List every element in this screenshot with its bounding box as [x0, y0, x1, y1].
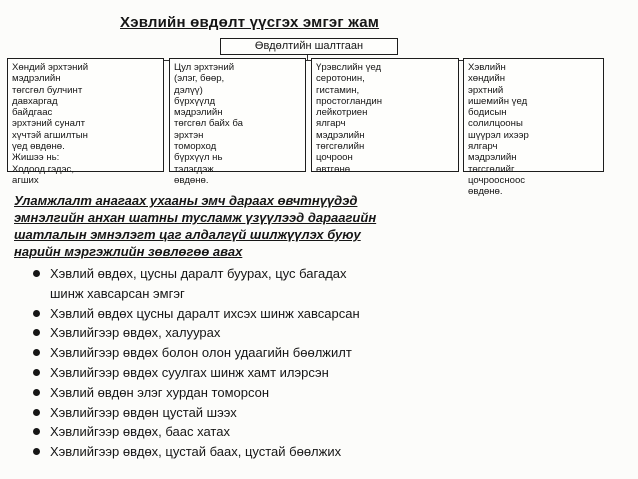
bullet-icon: [33, 349, 40, 356]
list-item-text: Хэвлийгээр өвдөх болон олон удаагийн бөөлжилт: [50, 345, 352, 361]
list-item-text: Хэвлий өвдөх цусны даралт ихсэх шинж хавсарсан: [50, 305, 360, 321]
list-item: [28, 304, 588, 324]
bullet-icon: [33, 409, 40, 416]
list-item-text: Хэвлийгээр өвдөх суулгах шинж хамт илэрсэн: [50, 364, 329, 380]
bullet-icon: [33, 270, 40, 277]
list-item: [28, 264, 588, 284]
list-item-text: Хэвлий өвдөн элэг хурдан томорсон: [50, 384, 270, 400]
list-item: [28, 323, 588, 343]
intro-line: эмнэлгийн анхан шатны тусламж үзүүлээд дараагийн: [14, 210, 377, 225]
intro-line: Уламжлалт анагаах ухааны эмч дараах өвчтнүүдэд: [14, 193, 358, 208]
list-item-text: Хэвлий өвдөх, цусны даралт буурах, цус багадах: [50, 266, 347, 281]
bullet-icon: [33, 310, 40, 317]
list-item: [28, 442, 588, 462]
list-item-text: Хэвлийгээр өвдөн цустай шээх: [50, 404, 237, 420]
intro-line: нарийн мэргэжлийн зөвлөгөө авах: [14, 244, 243, 259]
cause-box-inflammation: Үрэвслийн үед серотонин, гистамин, простогландин лейкотриен ялгарч мэдрэлийн төгсгөлийн цочроон өвтгөнө: [311, 58, 459, 172]
bullet-icon: [33, 369, 40, 376]
bullet-icon: [33, 329, 40, 336]
list-item-text: Хэвлийгээр өвдөх, цустай баах, цустай бөөлжих: [50, 444, 342, 460]
list-item: [28, 363, 588, 383]
referral-intro: [14, 192, 554, 260]
intro-line: шатлалын эмнэлэгт цаг алдалгүй шилжүүлэх буюу: [14, 227, 361, 242]
cause-box-solid-organs: Цул эрхтэний (элэг, бөөр, дэлүү) бүрхүүлд мэдрэлийн төгсгөл байх ба эрхтэн томорход бүрхүүл нь тэлэгдэж өвдөнө.: [169, 58, 306, 172]
symptom-list: [28, 264, 588, 462]
page-title: Хэвлийн өвдөлт үүсгэх эмгэг жам: [120, 14, 380, 31]
list-item: [28, 422, 588, 442]
list-item-text: Хэвлийгээр өвдөх, баас хатах: [50, 424, 230, 440]
bullet-icon: [33, 389, 40, 396]
bullet-icon: [33, 448, 40, 455]
cause-box-hollow-organs: Хөндий эрхтэний мэдрэлийн төгсгөл булчинт давхаргад байдгаас эрхтэний суналт хүчтэй агшилтын үед өвдөнө. Жишээ нь: Ходоод гэдэс, агших: [7, 58, 164, 172]
causes-header-box: Өвдөлтийн шалтгаан: [220, 38, 398, 55]
list-item: [28, 403, 588, 423]
cause-box-ischemia: Хэвлийн хөндийн эрхтний ишемийн үед бодисын солилцооны шүүрэл ихээр ялгарч мэдрэлийн төгсгөлийг цочроосноос өвдөнө.: [463, 58, 604, 172]
list-item-continuation: [28, 284, 588, 304]
list-item-text: Хэвлийгээр өвдөх, халуурах: [50, 325, 221, 341]
list-item: [28, 383, 588, 403]
bullet-icon: [33, 428, 40, 435]
list-item-text: шинж хавсарсан эмгэг: [50, 285, 185, 301]
list-item: [28, 343, 588, 363]
